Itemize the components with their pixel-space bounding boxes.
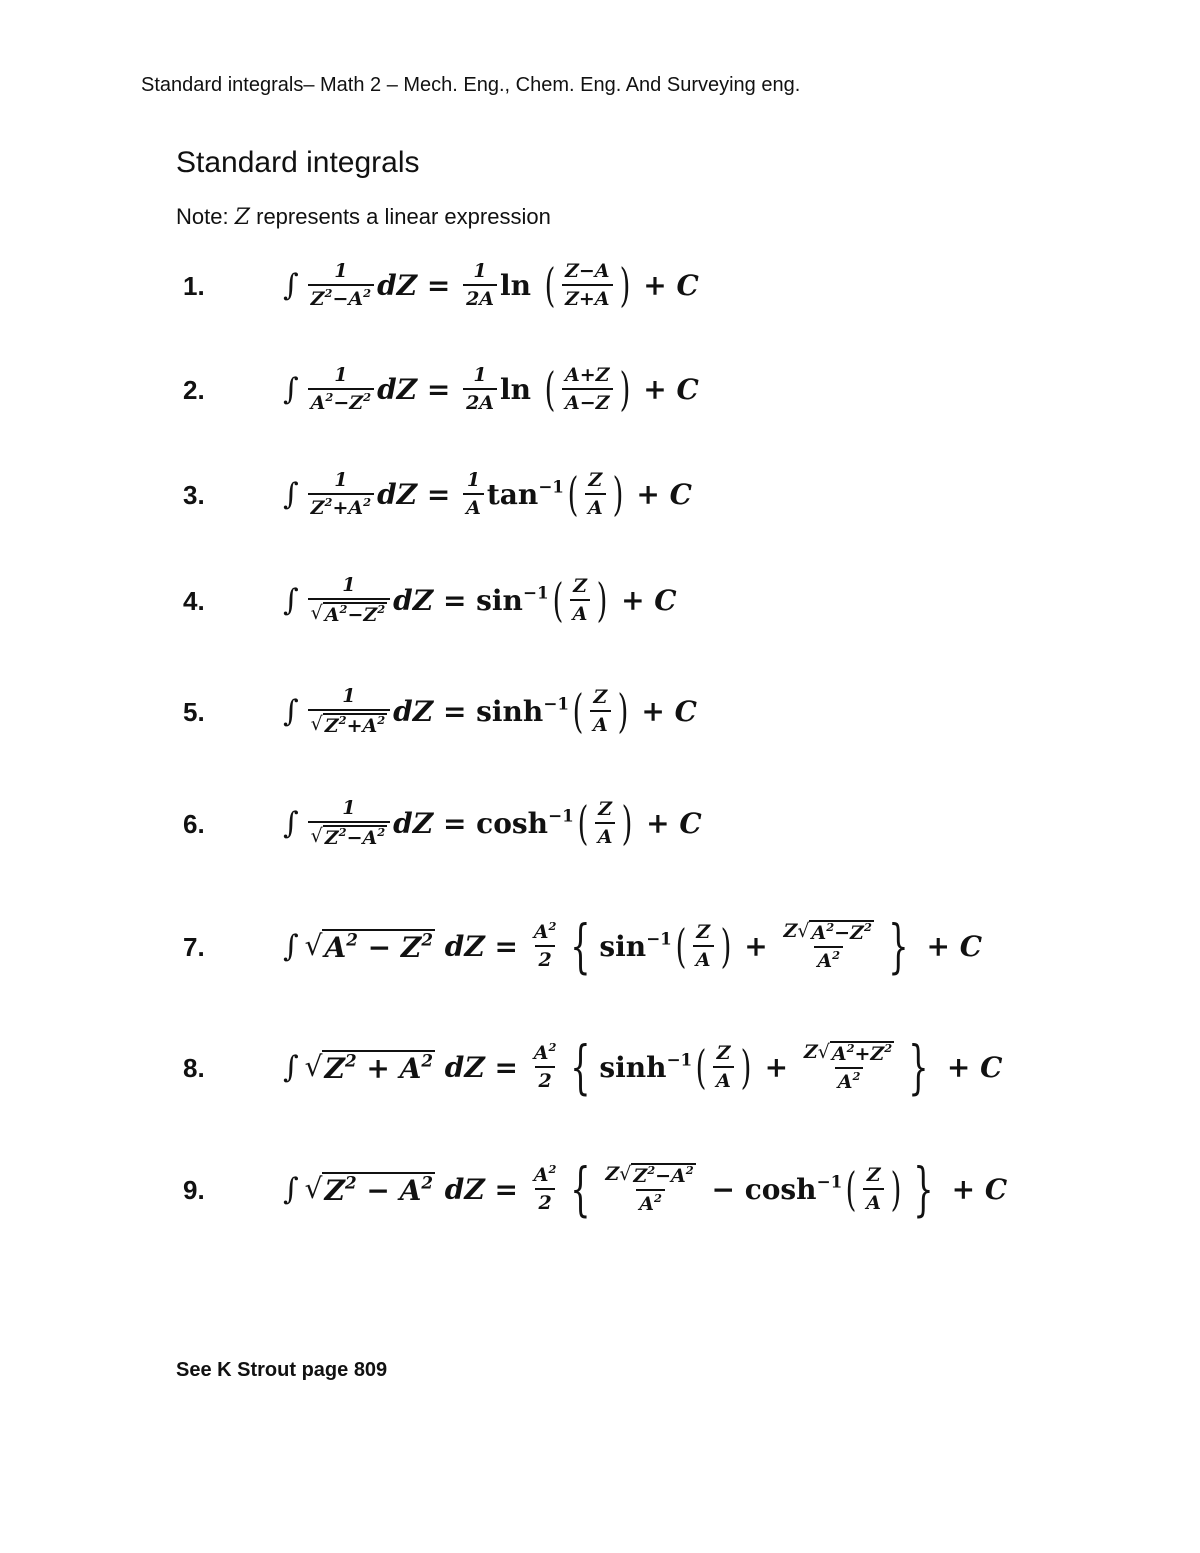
formula-number: 4. — [183, 586, 205, 616]
formula-row-1 — [0, 235, 1200, 335]
formula: ∫ $\frac{1}{Z^2+A^2}$ dZ = $\frac{1}{A}$ $\tan^{-1}$ ( $\frac{Z}{A}$ ) + C — [283, 467, 692, 521]
formula-number: 6. — [183, 809, 205, 839]
note-prefix: Note: — [176, 204, 235, 229]
formula: ∫ 1 √ $Z^2+A^2$ dZ = $\sinh^{-1}$ ( $\frac{Z}{A}$ ) + C — [283, 684, 697, 738]
note-suffix: represents a linear expression — [250, 204, 551, 229]
formula: ∫ √ $Z^2 - A^2$ dZ = $\frac{A^2}{2}$ { Z √ $Z^2-A^2$ $A^2$ − $\cosh^{-1}$ ( $\frac{Z}{A}$ ) } + C — [283, 1155, 1008, 1223]
note-variable: Z — [234, 205, 250, 230]
formula: ∫ 1 √ $Z^2-A^2$ dZ = $\cosh^{-1}$ ( $\frac{Z}{A}$ ) + C — [283, 796, 702, 850]
formula-number: 3. — [183, 480, 205, 510]
formula: ∫ 1 √ $A^2-Z^2$ dZ = $\sin^{-1}$ ( $\frac{Z}{A}$ ) + C — [283, 573, 677, 627]
formula: ∫ $\frac{1}{Z^2-A^2}$ dZ = $\frac{1}{2A}$ ln ( $\frac{Z-A}{Z+A}$ ) + C — [283, 258, 699, 312]
formula: ∫ √ $A^2 - Z^2$ dZ = $\frac{A^2}{2}$ { $\sin^{-1}$ ( $\frac{Z}{A}$ ) + Z √ $A^2-Z^2$ $A^2$ } + C — [283, 912, 983, 980]
formula-row-8 — [0, 1017, 1200, 1117]
formula-row-4 — [0, 550, 1200, 650]
formula-number: 2. — [183, 375, 205, 405]
formula-row-7 — [0, 896, 1200, 996]
formula-number: 5. — [183, 697, 205, 727]
page-header: Standard integrals– Math 2 – Mech. Eng., Chem. Eng. And Surveying eng. — [141, 74, 801, 96]
formula: ∫ $\frac{1}{A^2-Z^2}$ dZ = $\frac{1}{2A}$ ln ( $\frac{A+Z}{A-Z}$ ) + C — [283, 362, 699, 416]
footer-reference: See K Strout page 809 — [176, 1359, 388, 1381]
page-title: Standard integrals — [176, 146, 420, 179]
formula-row-6 — [0, 773, 1200, 873]
formula-row-3 — [0, 444, 1200, 544]
formula-number: 1. — [183, 271, 205, 301]
formula-row-2 — [0, 339, 1200, 439]
formula: ∫ √ $Z^2 + A^2$ dZ = $\frac{A^2}{2}$ { $\sinh^{-1}$ ( $\frac{Z}{A}$ ) + Z √ $A^2+Z^2$ $A^2$ } + C — [283, 1033, 1003, 1101]
formula-number: 7. — [183, 932, 205, 962]
note — [176, 204, 551, 230]
formula-row-9 — [0, 1139, 1200, 1239]
formula-number: 9. — [183, 1175, 205, 1205]
formula-row-5 — [0, 661, 1200, 761]
formula-number: 8. — [183, 1053, 205, 1083]
